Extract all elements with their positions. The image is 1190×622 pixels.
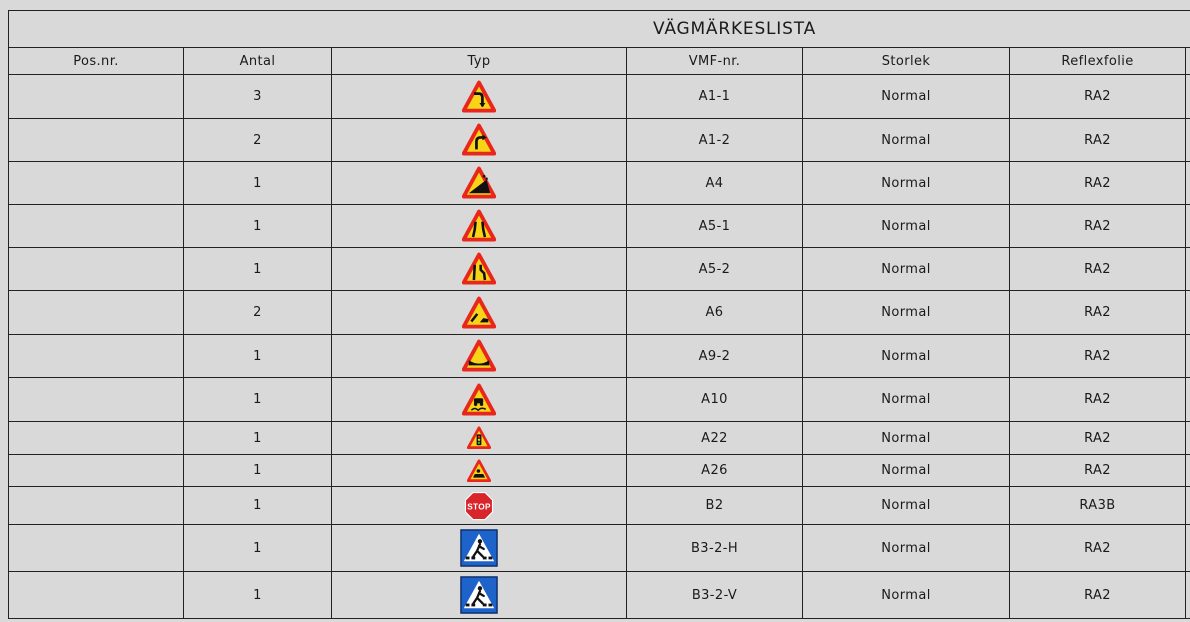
row-edge (1186, 291, 1190, 335)
cell-reflex: RA2 (1010, 291, 1186, 335)
row-edge (1186, 572, 1190, 619)
cell-storlek: Normal (803, 335, 1010, 378)
cell-reflex: RA2 (1010, 248, 1186, 291)
steep-hill-warning-icon (462, 166, 496, 200)
cell-storlek: Normal (803, 291, 1010, 335)
table-row (9, 487, 1190, 525)
cell-typ (332, 248, 627, 291)
cell-antal: 2 (184, 291, 332, 335)
col-header-reflex: Reflexfolie (1010, 48, 1186, 75)
table-row (9, 162, 1190, 205)
row-edge (1186, 378, 1190, 422)
cell-vmf: A5-1 (627, 205, 803, 248)
cell-pos (9, 525, 184, 572)
row-edge (1186, 455, 1190, 487)
cell-typ (332, 525, 627, 572)
col-header-typ: Typ (332, 48, 627, 75)
cell-antal: 1 (184, 378, 332, 422)
cell-antal: 1 (184, 335, 332, 378)
pedestrian-crossing-icon (460, 529, 498, 567)
cell-reflex: RA2 (1010, 162, 1186, 205)
cell-pos (9, 335, 184, 378)
cell-vmf: A10 (627, 378, 803, 422)
col-header-vmf: VMF-nr. (627, 48, 803, 75)
cell-storlek: Normal (803, 487, 1010, 525)
cell-storlek: Normal (803, 119, 1010, 162)
sign-list-sheet (8, 10, 1190, 622)
cell-storlek: Normal (803, 525, 1010, 572)
cell-vmf: A22 (627, 422, 803, 455)
cell-vmf: A4 (627, 162, 803, 205)
cell-reflex: RA2 (1010, 205, 1186, 248)
cell-reflex: RA2 (1010, 422, 1186, 455)
cell-antal: 1 (184, 422, 332, 455)
cell-typ (332, 378, 627, 422)
cell-antal: 1 (184, 487, 332, 525)
cell-vmf: B2 (627, 487, 803, 525)
cell-vmf: B3-2-V (627, 572, 803, 619)
cell-typ (332, 455, 627, 487)
curve-left-warning-icon (462, 123, 496, 157)
cell-vmf: A1-2 (627, 119, 803, 162)
cell-typ (332, 291, 627, 335)
cell-storlek: Normal (803, 572, 1010, 619)
cell-pos (9, 455, 184, 487)
pedestrian-crossing-icon (460, 576, 498, 614)
row-edge (1186, 525, 1190, 572)
col-header-antal: Antal (184, 48, 332, 75)
header-row (9, 48, 1190, 75)
cell-typ (332, 75, 627, 119)
table-row (9, 248, 1190, 291)
cell-pos (9, 119, 184, 162)
uneven-road-warning-icon (462, 296, 496, 330)
cell-storlek: Normal (803, 248, 1010, 291)
cell-reflex: RA2 (1010, 525, 1186, 572)
header-edge (1186, 48, 1190, 75)
stop-sign-icon (464, 491, 494, 521)
table-row (9, 75, 1190, 119)
roadworks-warning-icon (467, 459, 491, 483)
cell-storlek: Normal (803, 378, 1010, 422)
table-row (9, 205, 1190, 248)
cell-pos (9, 291, 184, 335)
cell-pos (9, 75, 184, 119)
table-row (9, 422, 1190, 455)
cell-storlek: Normal (803, 422, 1010, 455)
col-header-storlek: Storlek (803, 48, 1010, 75)
cell-storlek: Normal (803, 455, 1010, 487)
row-edge (1186, 119, 1190, 162)
cell-vmf: A9-2 (627, 335, 803, 378)
curve-right-warning-icon (462, 80, 496, 114)
cell-vmf: A26 (627, 455, 803, 487)
cell-pos (9, 378, 184, 422)
cell-antal: 3 (184, 75, 332, 119)
dip-warning-icon (462, 339, 496, 373)
cell-typ (332, 572, 627, 619)
table-row (9, 455, 1190, 487)
table-row (9, 291, 1190, 335)
cell-antal: 2 (184, 119, 332, 162)
cell-pos (9, 248, 184, 291)
cell-typ (332, 119, 627, 162)
cell-reflex: RA2 (1010, 572, 1186, 619)
row-edge (1186, 335, 1190, 378)
table-row (9, 572, 1190, 619)
cell-typ (332, 422, 627, 455)
cell-typ (332, 162, 627, 205)
row-edge (1186, 487, 1190, 525)
cell-reflex: RA2 (1010, 119, 1186, 162)
stop-sign-text: STOP (467, 501, 491, 511)
cell-reflex: RA3B (1010, 487, 1186, 525)
cell-pos (9, 487, 184, 525)
cell-vmf: B3-2-H (627, 525, 803, 572)
cell-reflex: RA2 (1010, 75, 1186, 119)
road-narrows-right-warning-icon (462, 252, 496, 286)
row-edge (1186, 248, 1190, 291)
slippery-road-warning-icon (462, 383, 496, 417)
row-edge (1186, 162, 1190, 205)
row-edge (1186, 205, 1190, 248)
cell-typ (332, 335, 627, 378)
cell-reflex: RA2 (1010, 335, 1186, 378)
cell-antal: 1 (184, 572, 332, 619)
table-row (9, 378, 1190, 422)
cell-pos (9, 162, 184, 205)
cell-storlek: Normal (803, 162, 1010, 205)
cell-antal: 1 (184, 455, 332, 487)
row-edge (1186, 422, 1190, 455)
cell-antal: 1 (184, 248, 332, 291)
cell-pos (9, 572, 184, 619)
row-edge (1186, 75, 1190, 119)
cell-pos (9, 422, 184, 455)
cell-vmf: A1-1 (627, 75, 803, 119)
cell-storlek: Normal (803, 205, 1010, 248)
cell-typ (332, 487, 627, 525)
cell-storlek: Normal (803, 75, 1010, 119)
cell-reflex: RA2 (1010, 378, 1186, 422)
cell-vmf: A5-2 (627, 248, 803, 291)
cell-antal: 1 (184, 525, 332, 572)
cell-pos (9, 205, 184, 248)
sign-list-table (8, 10, 1190, 619)
cell-vmf: A6 (627, 291, 803, 335)
road-narrows-warning-icon (462, 209, 496, 243)
cell-reflex: RA2 (1010, 455, 1186, 487)
col-header-pos: Pos.nr. (9, 48, 184, 75)
traffic-light-warning-icon (467, 426, 491, 450)
table-row (9, 119, 1190, 162)
page-title: VÄGMÄRKESLISTA (9, 11, 1190, 48)
cell-antal: 1 (184, 205, 332, 248)
table-row (9, 335, 1190, 378)
table-row (9, 525, 1190, 572)
cell-typ (332, 205, 627, 248)
cell-antal: 1 (184, 162, 332, 205)
